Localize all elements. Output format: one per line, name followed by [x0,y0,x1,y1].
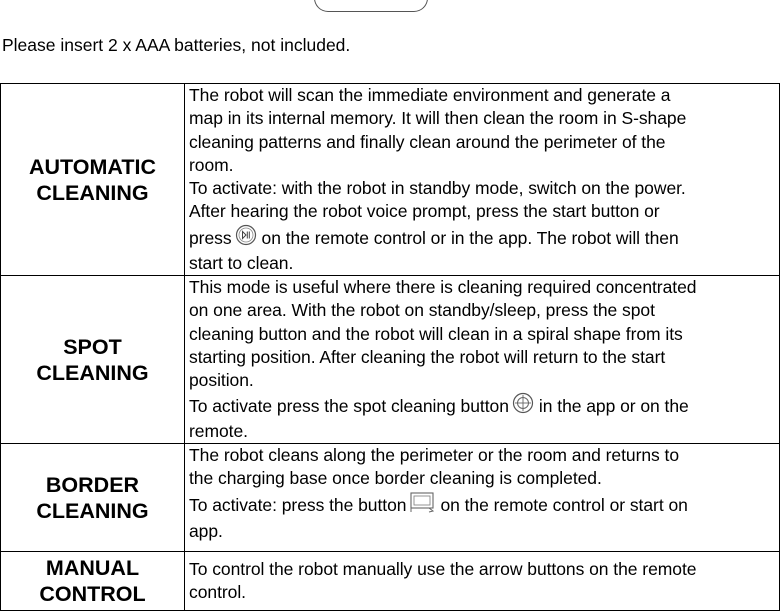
activate-line: app. [189,520,223,541]
table-row-spot-cleaning [1,276,780,444]
mode-desc-automatic [185,84,780,276]
spot-cleaning-icon [512,395,534,415]
activate-text: To activate press the spot cleaning button [189,395,509,416]
mode-name-automatic [1,84,185,276]
activate-text: in the app or on the [538,395,689,416]
mode-name-spot [1,276,185,444]
battery-note: Please insert 2 x AAA batteries, not included. [2,35,351,55]
desc-line: starting position. After cleaning the robot will return to the start [189,346,666,367]
activate-line-with-icon [189,224,779,252]
activate-line: remote. [189,420,248,441]
desc-line: on one area. With the robot on standby/sleep, press the spot [189,300,655,321]
activate-line: To activate: with the robot in standby mode, switch on the power. [189,178,686,199]
cleaning-modes-table [0,83,780,611]
mode-name-line: MANUAL [45,556,140,581]
table-row-border-cleaning [1,444,780,552]
activate-text: To activate: press the button [189,494,407,515]
mode-name-border [1,444,185,552]
activate-line: start to clean. [189,252,294,273]
mode-name-line: BORDER [45,472,140,497]
remote-outline-shape [314,0,428,12]
mode-name-line: AUTOMATIC [29,154,156,179]
mode-name-line: CLEANING [36,180,149,205]
desc-line: map in its internal memory. It will then clean the room in S-shape [189,108,687,129]
activate-text: on the remote control or in the app. The robot will then [261,227,679,248]
mode-desc-manual [185,552,780,611]
desc-line: The robot will scan the immediate environment and generate a [189,85,671,105]
activate-line: After hearing the robot voice prompt, press the start button or [189,201,660,222]
border-cleaning-icon [409,494,435,514]
desc-line: cleaning button and the robot will clean in a spiral shape from its [189,323,683,344]
activate-text: on the remote control or start on [440,494,688,515]
activate-line-with-icon [189,491,779,520]
activate-text: press [189,227,232,248]
table-row-automatic-cleaning [1,84,780,276]
table-row-manual-control [1,552,780,611]
mode-desc-border [185,444,780,552]
mode-name-line: CONTROL [39,582,146,607]
mode-name-line: SPOT [63,334,122,359]
desc-line: position. [189,370,254,391]
mode-name-line: CLEANING [36,498,149,523]
desc-line: room. [189,154,234,175]
desc-line: To control the robot manually use the arrow buttons on the remote [189,558,697,579]
mode-desc-spot [185,276,780,444]
desc-line: control. [189,582,246,603]
activate-line-with-icon [189,393,779,420]
desc-line: the charging base once border cleaning is completed. [189,468,602,489]
desc-line: The robot cleans along the perimeter or the room and returns to [189,445,680,466]
desc-line: This mode is useful where there is cleaning required concentrated [189,277,697,298]
mode-name-manual [1,552,185,611]
play-pause-icon [235,227,257,247]
desc-line: cleaning patterns and finally clean around the perimeter of the [189,131,666,152]
mode-name-line: CLEANING [36,360,149,385]
